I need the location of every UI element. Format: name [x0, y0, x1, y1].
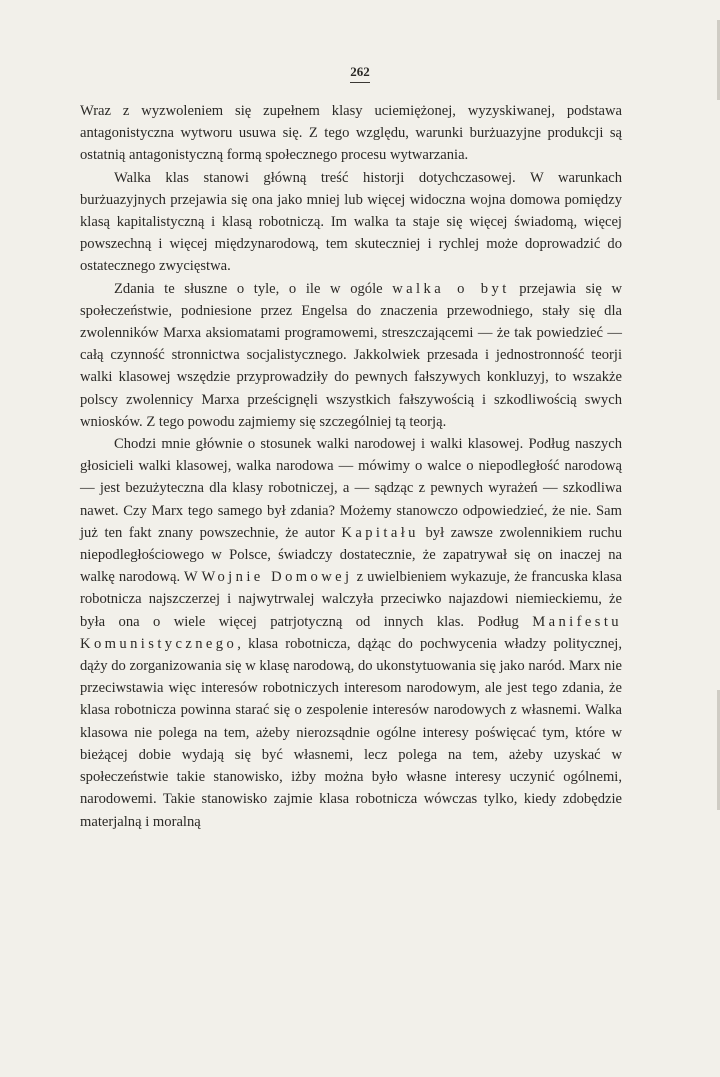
paragraph-4 — [80, 433, 622, 833]
paragraph-4-text-d: , klasa robotnicza, dążąc do pochwycenia władzy politycznej, dąży do zorganizowania się w klasę narodową, do ukonstytuowania się jako naród. Marx nie przeciwstawia więc interesów robotniczych interesom narodowym, ale jest tego zdania, że klasa robotnicza powinna starać się o zespolenie interesów narodowych z własnemi. Walka klasowa nie polega na tem, ażeby nierozsądnie ogólne interesy poświęcać tym, które w bieżącej dobie wydają się być własnemi, lecz polega na tem, ażeby uzyskać w społeczeństwie takie stanowisko, iżby można było własne interesy uczynić ogólnemi, narodowemi. Takie stanowisko zajmie klasa robotnicza wówczas tylko, kiedy zdobędzie materjalną i moralną — [80, 635, 622, 830]
page-number: 262 — [0, 64, 720, 83]
spaced-term-wojnie-domowej: Wojnie Domowej — [201, 569, 353, 586]
spaced-term-walka-o-byt: walka o byt — [392, 280, 510, 297]
paragraph-4-text-c: z uwielbieniem wykazuje, że francuska klasa robotnicza najszczerzej i najwytrwalej walczyła przeciwko najazdowi niemieckiemu, że była ona o wiele więcej patrjotyczną od innych klas. Podług — [80, 569, 623, 630]
paragraph-3-text-a: Zdania te słuszne o tyle, o ile w ogóle — [114, 280, 393, 297]
paragraph-1: Wraz z wyzwoleniem się zupełnem klasy uciemiężonej, wyzyskiwanej, podstawa antagonistyczna wytworu usuwa się. Z tego względu, warunki burżuazyjne produkcji są ostatnią antagonistyczną formą społecznego procesu wytwarzania. — [80, 103, 622, 164]
spaced-term-kapitalu: Kapitału — [341, 524, 419, 541]
paragraph-3 — [80, 278, 622, 433]
paragraph-4-text-a: Chodzi mnie głównie o stosunek walki narodowej i walki klasowej. Podług naszych głosicieli walki klasowej, walka narodowa — mówimy o walce o niepodległość narodową — jest bezużyteczna dla klasy robotniczej, a — sądząc z pewnych wyrażeń — szkodliwa nawet. Czy Marx tego samego był zdania? Możemy stanowczo odpowiedzieć, że nie. Sam już ten fakt znany powszechnie, że autor — [80, 436, 622, 541]
paragraph-2: Walka klas stanowi główną treść historji dotychczasowej. W warunkach burżuazyjnych przejawia się ona jako mniej lub więcej widoczna wojna domowa pomiędzy klasą kapitalistyczną i klasą robotniczą. Im walka ta staje się więcej świadomą, więcej powszechną i więcej międzynarodową, tem skuteczniej i rychlej może doprowadzić do ostatecznego zwycięstwa. — [80, 169, 622, 275]
paragraph-3-text-b: przejawia się w społeczeństwie, podniesione przez Engelsa do znaczenia przewodniego, stały się dla zwolenników Marxa aksiomatami programowemi, streszczającemi — że tak powiedzieć — całą czynność stronnictwa socjalistycznego. Jakkolwiek przesada i jednostronność teorji walki klasowej wszędzie przyprowadziły do pewnych fałszywych konkluzyj, to wszakże polscy zwolennicy Marxa prześcignęli wszystkich fałszywością i szkodliwością swych wniosków. Z tego powodu zajmiemy się szczególniej tą teorją. — [80, 280, 622, 430]
spaced-term-manifestu: Manifestu Komunistycznego — [80, 613, 622, 652]
paragraph-4-text-b: był zawsze zwolennikiem ruchu niepodległościowego w Polsce, świadczy dostatecznie, że zapatrywał się on inaczej na walkę narodową. W — [80, 524, 622, 586]
body-text — [80, 100, 622, 833]
